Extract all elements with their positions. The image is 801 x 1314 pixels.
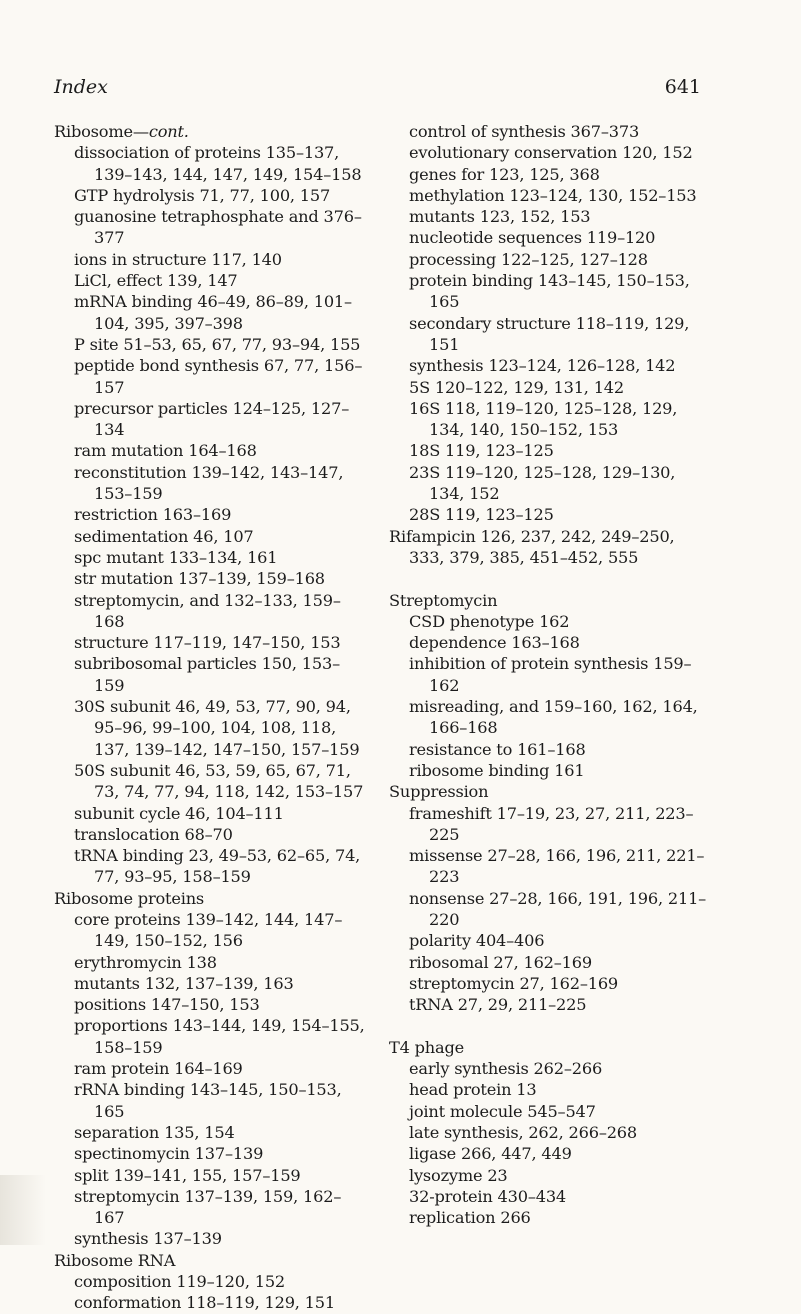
entry-text: core proteins 139–142, 144, 147–149, 150–152, 156 <box>74 909 343 951</box>
index-subentry <box>389 313 709 356</box>
index-subentry <box>389 440 709 461</box>
index-subentry <box>54 462 369 505</box>
index-subentry <box>54 1079 369 1122</box>
index-subentry <box>54 1186 369 1229</box>
entry-text: replication 266 <box>409 1208 531 1228</box>
entry-text: str mutation 137–139, 159–168 <box>74 569 325 589</box>
entry-text: subunit cycle 46, 104–111 <box>74 803 284 823</box>
entry-text: control of synthesis 367–373 <box>409 122 640 141</box>
index-heading <box>389 781 709 802</box>
entry-text: structure 117–119, 147–150, 153 <box>74 633 341 653</box>
entry-text: ram protein 164–169 <box>74 1059 243 1079</box>
entry-text: 16S 118, 119–120, 125–128, 129, 134, 140, 150–152, 153 <box>409 398 678 440</box>
entry-text: GTP hydrolysis 71, 77, 100, 157 <box>74 185 331 205</box>
index-subentry <box>54 952 369 973</box>
entry-text: streptomycin 27, 162–169 <box>409 973 619 993</box>
index-subentry <box>389 739 709 760</box>
index-subentry <box>389 1079 709 1100</box>
index-subentry <box>389 1186 709 1207</box>
entry-text: erythromycin 138 <box>74 952 217 972</box>
index-subentry <box>389 164 709 185</box>
index-subentry <box>389 1165 709 1186</box>
entry-text: joint molecule 545–547 <box>409 1101 596 1121</box>
entry-text: positions 147–150, 153 <box>74 995 260 1015</box>
index-subentry <box>54 824 369 845</box>
running-title: Index <box>54 76 108 98</box>
index-subentry <box>389 845 709 888</box>
index-subentry <box>54 653 369 696</box>
entry-text: 18S 119, 123–125 <box>409 441 554 461</box>
entry-text: streptomycin 137–139, 159, 162–167 <box>74 1186 342 1228</box>
index-subentry <box>54 590 369 633</box>
entry-text: Ribosome— <box>54 122 149 141</box>
index-subentry <box>389 1101 709 1122</box>
index-subentry <box>389 696 709 739</box>
entry-text: Rifampicin 126, 237, 242, 249–250, 333, 379, 385, 451–452, 555 <box>389 526 675 567</box>
index-subentry <box>389 653 709 696</box>
index-subentry <box>389 803 709 846</box>
index-heading <box>54 1250 369 1271</box>
entry-text: 5S 120–122, 129, 131, 142 <box>409 377 624 397</box>
entry-text: frameshift 17–19, 23, 27, 211, 223–225 <box>409 803 694 844</box>
entry-text: ram mutation 164–168 <box>74 441 257 461</box>
entry-text: 28S 119, 123–125 <box>409 505 554 525</box>
index-column-left <box>54 121 369 1314</box>
entry-text: 23S 119–120, 125–128, 129–130, 134, 152 <box>409 462 676 504</box>
entry-text: head protein 13 <box>409 1080 537 1100</box>
index-subentry <box>389 249 709 270</box>
continued-marker: cont. <box>148 122 189 141</box>
entry-text: missense 27–28, 166, 196, 211, 221–223 <box>409 846 705 887</box>
entry-text: streptomycin, and 132–133, 159–168 <box>74 590 341 631</box>
index-subentry <box>54 1165 369 1186</box>
index-subentry <box>54 632 369 653</box>
index-subentry <box>389 121 709 142</box>
index-subentry <box>389 462 709 505</box>
index-heading <box>389 526 709 569</box>
page-header <box>54 76 701 98</box>
index-subentry <box>54 1058 369 1079</box>
entry-text: evolutionary conservation 120, 152 <box>409 143 693 163</box>
entry-text: protein binding 143–145, 150–153, 165 <box>409 271 690 312</box>
entry-text: sedimentation 46, 107 <box>74 526 254 546</box>
index-subentry <box>54 803 369 824</box>
entry-text: Ribosome proteins <box>54 888 205 908</box>
index-subentry <box>54 355 369 398</box>
index-subentry <box>389 952 709 973</box>
index-subentry <box>54 1271 369 1292</box>
entry-text: nucleotide sequences 119–120 <box>409 228 656 248</box>
entry-text: late synthesis, 262, 266–268 <box>409 1122 638 1142</box>
entry-text: ligase 266, 447, 449 <box>409 1144 572 1164</box>
index-subentry <box>389 355 709 376</box>
index-subentry <box>389 632 709 653</box>
index-subentry <box>54 504 369 525</box>
index-subentry <box>54 270 369 291</box>
index-subentry <box>54 1292 369 1313</box>
entry-text: proportions 143–144, 149, 154–155, 158–159 <box>74 1016 365 1057</box>
entry-gap <box>389 568 709 589</box>
index-subentry <box>54 291 369 334</box>
entry-text: composition 119–120, 152 <box>74 1272 286 1292</box>
index-heading <box>54 888 369 909</box>
entry-text: restriction 163–169 <box>74 505 232 525</box>
entry-text: translocation 68–70 <box>74 824 233 844</box>
index-subentry <box>389 930 709 951</box>
entry-text: separation 135, 154 <box>74 1122 235 1142</box>
index-subentry <box>54 142 369 185</box>
index-subentry <box>389 973 709 994</box>
index-subentry <box>54 398 369 441</box>
index-subentry <box>389 206 709 227</box>
entry-text: split 139–141, 155, 157–159 <box>74 1165 301 1185</box>
entry-text: subribosomal particles 150, 153–159 <box>74 654 340 695</box>
entry-text: processing 122–125, 127–128 <box>409 249 648 269</box>
entry-text: mRNA binding 46–49, 86–89, 101–104, 395, 397–398 <box>74 292 352 333</box>
index-subentry <box>389 185 709 206</box>
index-subentry <box>54 760 369 803</box>
index-heading <box>54 121 369 142</box>
entry-text: guanosine tetraphosphate and 376–377 <box>74 207 362 248</box>
index-subentry <box>54 547 369 568</box>
index-subentry <box>54 994 369 1015</box>
entry-text: inhibition of protein synthesis 159–162 <box>409 654 692 695</box>
entry-text: rRNA binding 143–145, 150–153, 165 <box>74 1080 342 1121</box>
entry-text: conformation 118–119, 129, 151 <box>74 1293 335 1313</box>
entry-text: ribosome binding 161 <box>409 760 585 780</box>
index-subentry <box>54 1143 369 1164</box>
index-heading <box>389 1037 709 1058</box>
index-subentry <box>54 568 369 589</box>
index-subentry <box>389 760 709 781</box>
entry-text: methylation 123–124, 130, 152–153 <box>409 185 697 205</box>
index-subentry <box>54 845 369 888</box>
index-subentry <box>54 696 369 760</box>
entry-text: precursor particles 124–125, 127–134 <box>74 398 350 440</box>
entry-text: tRNA binding 23, 49–53, 62–65, 74, 77, 93–95, 158–159 <box>74 846 361 887</box>
entry-text: LiCl, effect 139, 147 <box>74 271 238 291</box>
entry-text: dependence 163–168 <box>409 633 580 653</box>
index-subentry <box>389 1122 709 1143</box>
entry-text: synthesis 123–124, 126–128, 142 <box>409 356 676 376</box>
index-subentry <box>389 270 709 313</box>
entry-text: mutants 132, 137–139, 163 <box>74 973 294 993</box>
index-subentry <box>54 185 369 206</box>
index-subentry <box>54 1015 369 1058</box>
index-subentry <box>389 888 709 931</box>
entry-text: peptide bond synthesis 67, 77, 156–157 <box>74 356 363 397</box>
index-subentry <box>389 1058 709 1079</box>
entry-text: secondary structure 118–119, 129, 151 <box>409 313 690 354</box>
entry-text: reconstitution 139–142, 143–147, 153–159 <box>74 462 344 504</box>
index-subentry <box>389 398 709 441</box>
entry-text: ribosomal 27, 162–169 <box>409 952 592 972</box>
index-subentry <box>54 249 369 270</box>
entry-text: mutants 123, 152, 153 <box>409 207 591 227</box>
index-heading <box>389 590 709 611</box>
page-edge-shadow <box>0 1175 46 1245</box>
entry-text: Ribosome RNA <box>54 1250 176 1270</box>
entry-text: misreading, and 159–160, 162, 164, 166–168 <box>409 697 698 738</box>
index-subentry <box>389 377 709 398</box>
entry-text: synthesis 137–139 <box>74 1229 222 1249</box>
index-subentry <box>54 440 369 461</box>
index-subentry <box>54 206 369 249</box>
entry-text: dissociation of proteins 135–137, 139–143, 144, 147, 149, 154–158 <box>74 143 362 184</box>
entry-text: resistance to 161–168 <box>409 739 586 759</box>
index-subentry <box>389 1207 709 1228</box>
entry-text: T4 phage <box>389 1037 465 1057</box>
entry-text: 32-protein 430–434 <box>409 1186 567 1206</box>
index-subentry <box>389 142 709 163</box>
index-subentry <box>389 504 709 525</box>
entry-gap <box>389 1015 709 1036</box>
index-subentry <box>389 1143 709 1164</box>
entry-text: spc mutant 133–134, 161 <box>74 547 278 567</box>
index-subentry <box>389 994 709 1015</box>
index-subentry <box>389 611 709 632</box>
index-subentry <box>54 973 369 994</box>
index-column-right <box>389 121 709 1228</box>
entry-text: nonsense 27–28, 166, 191, 196, 211–220 <box>409 888 707 929</box>
entry-text: 30S subunit 46, 49, 53, 77, 90, 94, 95–96, 99–100, 104, 108, 118, 137, 139–142, 147–150, 157–159 <box>74 697 360 759</box>
index-subentry <box>54 526 369 547</box>
entry-text: P site 51–53, 65, 67, 77, 93–94, 155 <box>74 334 361 354</box>
index-subentry <box>389 227 709 248</box>
entry-text: polarity 404–406 <box>409 931 545 951</box>
entry-text: ions in structure 117, 140 <box>74 249 282 269</box>
index-subentry <box>54 909 369 952</box>
entry-text: lysozyme 23 <box>409 1165 508 1185</box>
entry-text: 50S subunit 46, 53, 59, 65, 67, 71, 73, 74, 77, 94, 118, 142, 153–157 <box>74 760 364 802</box>
entry-text: Suppression <box>389 782 489 802</box>
entry-text: early synthesis 262–266 <box>409 1059 603 1079</box>
index-subentry <box>54 1122 369 1143</box>
entry-text: genes for 123, 125, 368 <box>409 164 600 184</box>
entry-text: Streptomycin <box>389 590 498 610</box>
index-subentry <box>54 1228 369 1249</box>
entry-text: CSD phenotype 162 <box>409 611 570 631</box>
entry-text: tRNA 27, 29, 211–225 <box>409 995 587 1015</box>
entry-text: spectinomycin 137–139 <box>74 1144 264 1164</box>
index-subentry <box>54 334 369 355</box>
page-number: 641 <box>664 76 701 98</box>
